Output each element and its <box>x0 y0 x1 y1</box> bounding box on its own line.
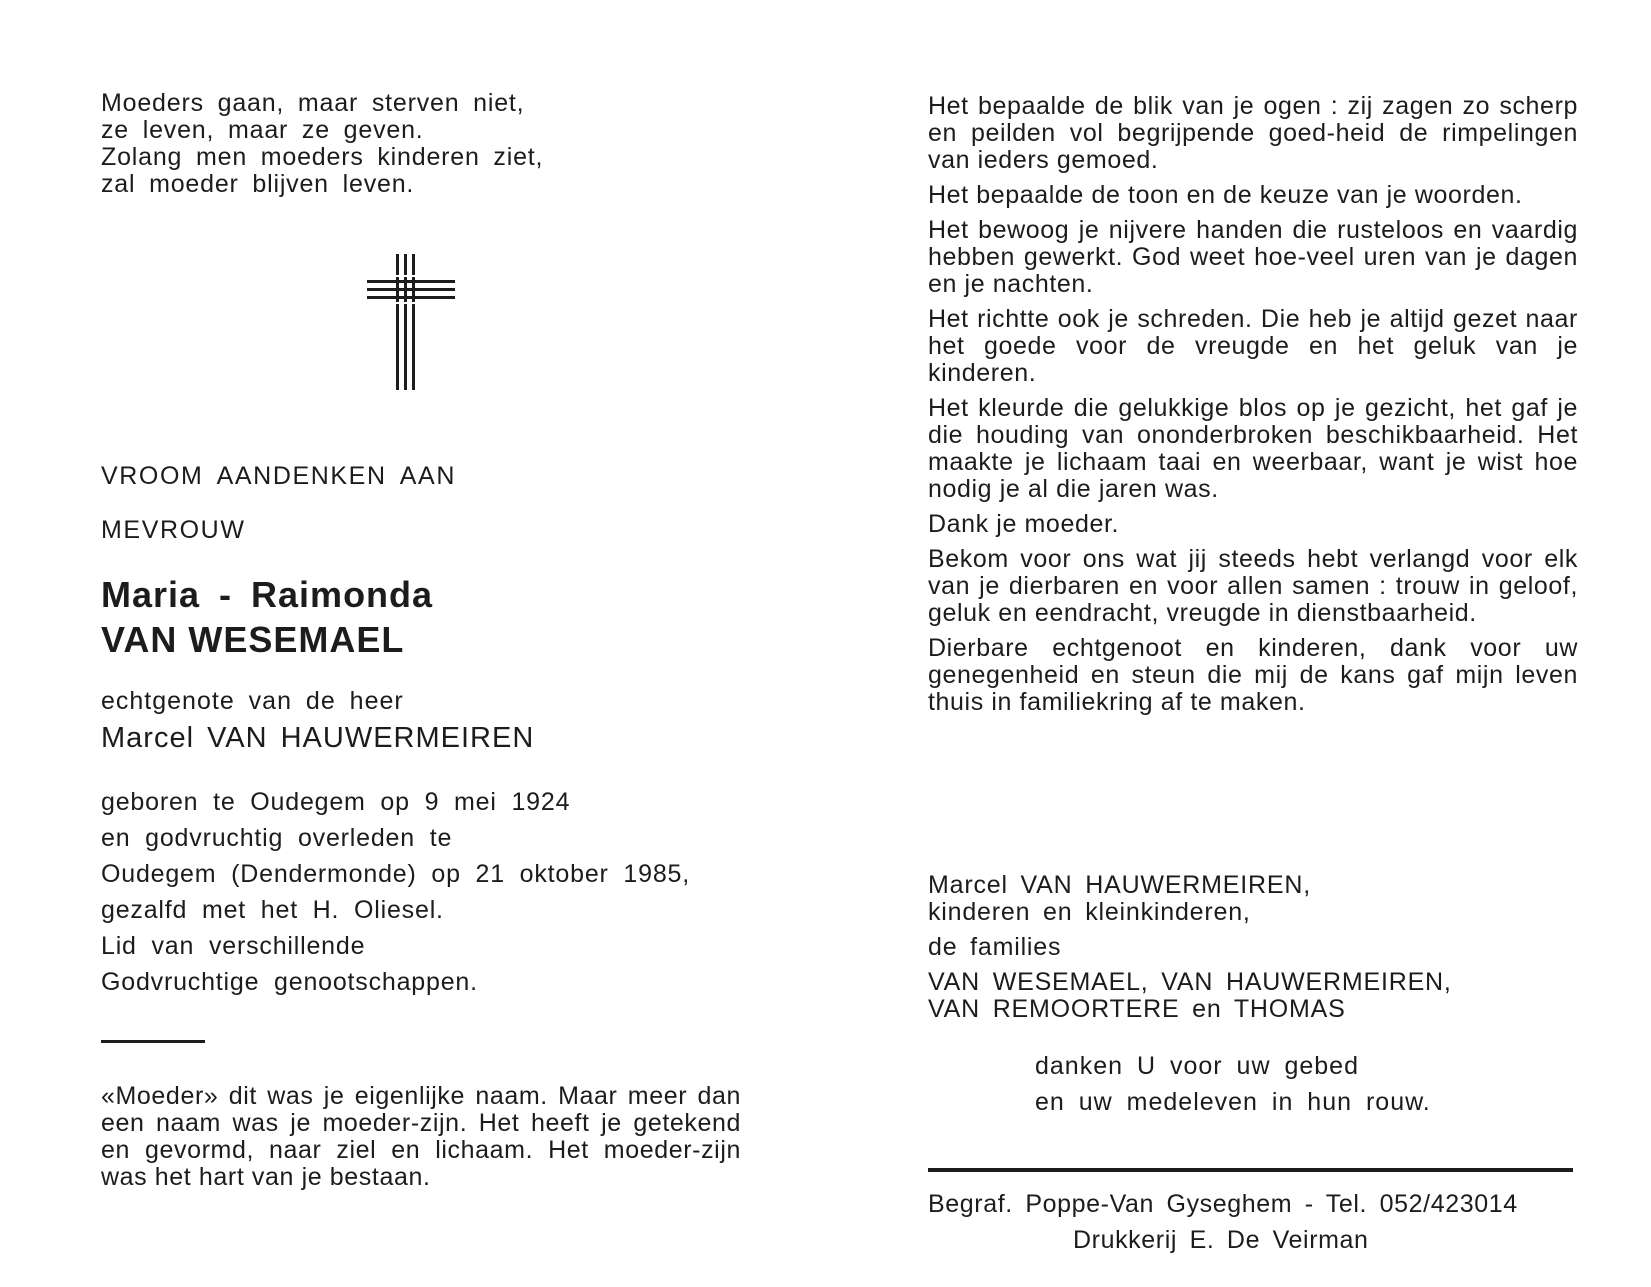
bio-line: gezalfd met het H. Oliesel. <box>101 896 444 924</box>
signer-line: VAN WESEMAEL, VAN HAUWERMEIREN, <box>928 968 1452 996</box>
poem-line: ze leven, maar ze geven. <box>101 116 424 144</box>
bio-line: Oudegem (Dendermonde) op 21 oktober 1985, <box>101 860 690 888</box>
signer-line: de families <box>928 933 1062 961</box>
biography <box>101 784 690 1000</box>
printer-info <box>928 1186 1573 1258</box>
thanks-line: danken U voor uw gebed <box>1035 1052 1359 1080</box>
thanks-line: en uw medeleven in hun rouw. <box>1035 1088 1431 1116</box>
tribute-paragraph: «Moeder» dit was je eigenlijke naam. Maar meer dan een naam was je moeder-zijn. Het heeft je getekend en gevormd, naar ziel en lichaam. Het moeder-zijn was het hart van je bestaan. <box>101 1082 741 1191</box>
paragraph: Bekom voor ons wat jij steeds hebt verlangd voor elk van je dierbaren en voor allen samen : trouw in geloof, geluk en eendracht, vreugde in dienstbaarheid. <box>928 545 1578 627</box>
bio-line: Lid van verschillende <box>101 932 366 960</box>
poem-line: Zolang men moeders kinderen ziet, <box>101 143 544 171</box>
signers <box>928 872 1452 1023</box>
paragraph: Dank je moeder. <box>928 510 1120 538</box>
signer-line: Marcel VAN HAUWERMEIREN, <box>928 871 1311 899</box>
bio-line: en godvruchtig overleden te <box>101 824 453 852</box>
bio-line: geboren te Oudegem op 9 mei 1924 <box>101 788 571 816</box>
bio-line: Godvruchtige genootschappen. <box>101 968 478 996</box>
signer-line: kinderen en kleinkinderen, <box>928 898 1251 926</box>
divider <box>101 1040 205 1043</box>
spouse-label: echtgenote van de heer <box>101 687 404 715</box>
title-mevrouw: MEVROUW <box>101 516 246 544</box>
poem <box>101 90 741 198</box>
poem-line: Moeders gaan, maar sterven niet, <box>101 89 525 117</box>
deceased-first-names: Maria - Raimonda <box>101 574 434 615</box>
divider <box>928 1168 1573 1172</box>
paragraph: Het bepaalde de blik van je ogen : zij zagen zo scherp en peilden vol begrijpende goed-heid de rimpelingen van ieders gemoed. <box>928 92 1578 174</box>
paragraph: Het kleurde die gelukkige blos op je gezicht, het gaf je die houding van ononderbroken beschikbaarheid. Het maakte je lichaam taai en weerbaar, want je wist hoe nodig je al die jaren was. <box>928 394 1578 503</box>
deceased-surname: VAN WESEMAEL <box>101 619 405 660</box>
funeral-home: Begraf. Poppe-Van Gyseghem - Tel. 052/423014 <box>928 1190 1518 1218</box>
thanks <box>1035 1048 1431 1120</box>
paragraph: Het richtte ook je schreden. Die heb je altijd gezet naar het goede voor de vreugde en het geluk van je kinderen. <box>928 305 1578 387</box>
signer-line: VAN REMOORTERE en THOMAS <box>928 995 1346 1023</box>
paragraph: Dierbare echtgenoot en kinderen, dank voor uw genegenheid en steun die mij de kans gaf mijn leven thuis in familiekring af te maken. <box>928 634 1578 716</box>
printer-name: Drukkerij E. De Veirman <box>1073 1226 1369 1254</box>
memorial-caption: VROOM AANDENKEN AAN <box>101 462 456 490</box>
poem-line: zal moeder blijven leven. <box>101 170 415 198</box>
paragraph: Het bepaalde de toon en de keuze van je woorden. <box>928 181 1523 209</box>
spouse-name: Marcel VAN HAUWERMEIREN <box>101 722 535 754</box>
memorial-text <box>928 93 1578 724</box>
paragraph: Het bewoog je nijvere handen die rusteloos en vaardig hebben gewerkt. God weet hoe-veel uren van je dagen en je nachten. <box>928 216 1578 298</box>
cross-icon <box>367 254 455 390</box>
